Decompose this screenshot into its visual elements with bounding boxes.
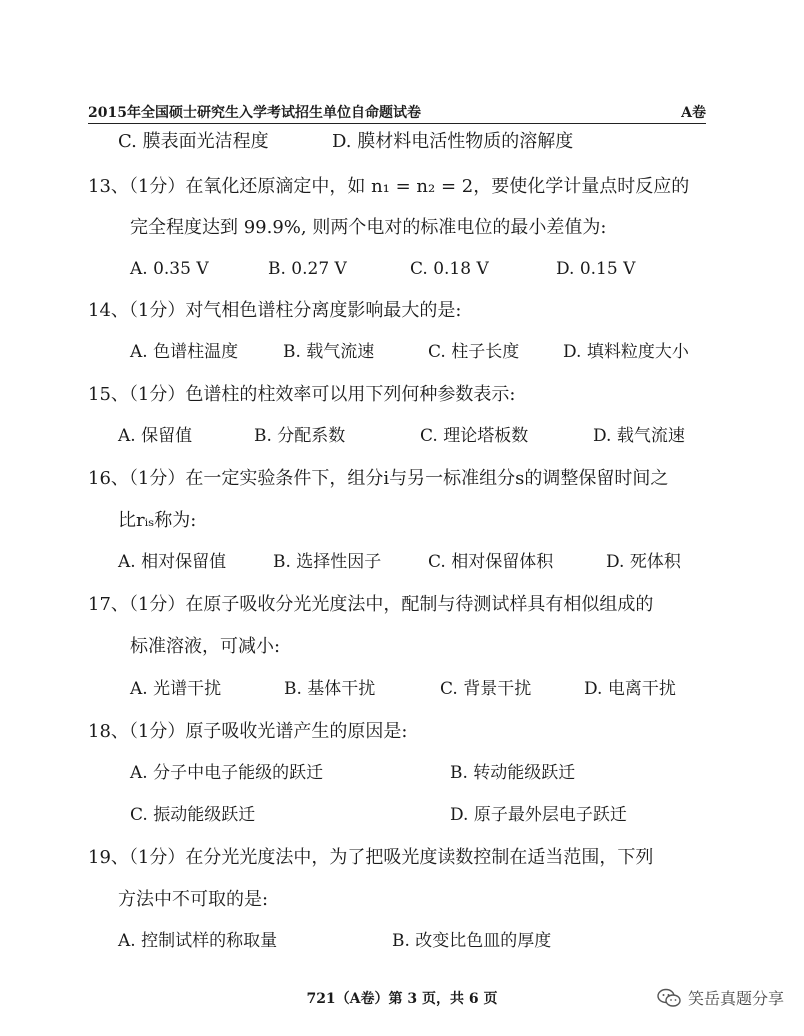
paper-version: A卷 bbox=[681, 105, 706, 121]
watermark bbox=[656, 986, 784, 1009]
q16-stem-line1: 16、（1分）在一定实验条件下，组分i与另一标准组分s的调整保留时间之 bbox=[88, 468, 669, 489]
q17-stem-line1: 17、（1分）在原子吸收分光光度法中，配制与待测试样具有相似组成的 bbox=[88, 594, 654, 615]
q18-option-c: C. 振动能级跃迁 bbox=[130, 805, 256, 825]
q18-option-b: B. 转动能级跃迁 bbox=[450, 763, 576, 783]
q15-option-a: A. 保留值 bbox=[118, 426, 193, 446]
q19-option-a: A. 控制试样的称取量 bbox=[118, 931, 278, 951]
q13-option-d: D. 0.15 V bbox=[556, 259, 636, 279]
q16-option-b: B. 选择性因子 bbox=[273, 552, 382, 572]
q19-stem-line2: 方法中不可取的是: bbox=[118, 889, 269, 910]
page-footer: 721（A卷）第 3 页，共 6 页 bbox=[306, 991, 498, 1007]
q19-option-b: B. 改变比色皿的厚度 bbox=[392, 931, 552, 951]
q18-option-a: A. 分子中电子能级的跃迁 bbox=[130, 763, 324, 783]
q14-option-a: A. 色谱柱温度 bbox=[130, 342, 239, 362]
q15-option-d: D. 载气流速 bbox=[593, 426, 685, 446]
q13-stem-line2: 完全程度达到 99.9%, 则两个电对的标准电位的最小差值为: bbox=[130, 217, 607, 238]
q16-option-a: A. 相对保留值 bbox=[118, 552, 227, 572]
q12-option-c: C. 膜表面光洁程度 bbox=[118, 131, 269, 152]
q17-option-d: D. 电离干扰 bbox=[584, 679, 676, 699]
q14-option-c: C. 柱子长度 bbox=[428, 342, 520, 362]
header-divider bbox=[88, 123, 706, 124]
q14-stem: 14、（1分）对气相色谱柱分离度影响最大的是: bbox=[88, 300, 462, 321]
q13-option-c: C. 0.18 V bbox=[410, 259, 489, 279]
q16-stem-line2: 比rᵢₛ称为: bbox=[118, 510, 197, 531]
q13-stem-line1: 13、（1分）在氧化还原滴定中，如 n₁ = n₂ = 2，要使化学计量点时反应的 bbox=[88, 176, 690, 197]
q17-stem-line2: 标准溶液，可减小: bbox=[130, 636, 281, 657]
q17-option-c: C. 背景干扰 bbox=[440, 679, 532, 699]
page-header bbox=[88, 100, 706, 122]
q15-option-c: C. 理论塔板数 bbox=[420, 426, 529, 446]
q16-option-d: D. 死体积 bbox=[606, 552, 681, 572]
exam-title: 2015年全国硕士研究生入学考试招生单位自命题试卷 bbox=[88, 105, 421, 121]
q15-option-b: B. 分配系数 bbox=[254, 426, 346, 446]
wechat-icon bbox=[656, 988, 682, 1008]
q18-stem: 18、（1分）原子吸收光谱产生的原因是: bbox=[88, 721, 408, 742]
q13-option-a: A. 0.35 V bbox=[130, 259, 209, 279]
q17-option-b: B. 基体干扰 bbox=[284, 679, 376, 699]
q16-option-c: C. 相对保留体积 bbox=[428, 552, 554, 572]
q18-option-d: D. 原子最外层电子跃迁 bbox=[450, 805, 627, 825]
q14-option-b: B. 载气流速 bbox=[283, 342, 375, 362]
q14-option-d: D. 填料粒度大小 bbox=[563, 342, 689, 362]
q15-stem: 15、（1分）色谱柱的柱效率可以用下列何种参数表示: bbox=[88, 384, 516, 405]
q13-option-b: B. 0.27 V bbox=[268, 259, 347, 279]
watermark-text: 笑岳真题分享 bbox=[687, 989, 784, 1008]
q12-option-d: D. 膜材料电活性物质的溶解度 bbox=[332, 131, 574, 152]
q19-stem-line1: 19、（1分）在分光光度法中，为了把吸光度读数控制在适当范围，下列 bbox=[88, 847, 654, 868]
q17-option-a: A. 光谱干扰 bbox=[130, 679, 222, 699]
